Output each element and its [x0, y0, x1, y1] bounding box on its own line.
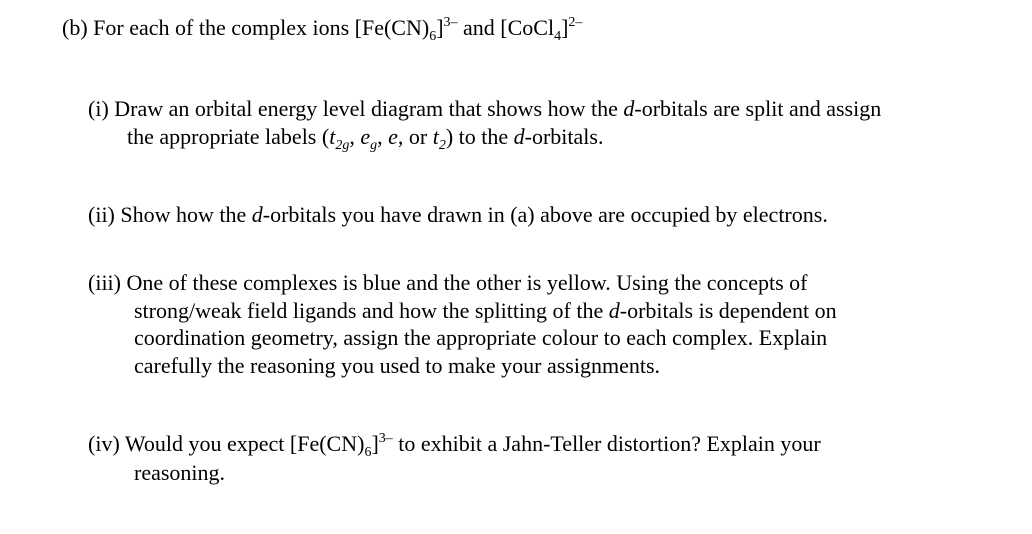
subscript: 6 [429, 29, 437, 44]
text-run: (iv) Would you expect [Fe(CN) [88, 431, 365, 456]
text-run: ] [371, 431, 379, 456]
text-run: , [377, 124, 389, 149]
text-run: strong/weak field ligands and how the splitting of the [134, 298, 609, 323]
text-run: (i) Draw an orbital energy level diagram that shows how the [88, 96, 624, 121]
text-run: the appropriate labels ( [127, 124, 330, 149]
text-run: , [349, 124, 361, 149]
part-ii-line-1 [88, 200, 828, 229]
heading-text: ] [561, 15, 569, 40]
text-run: -orbitals you have drawn in (a) above are occupied by electrons. [262, 202, 828, 227]
label-t2: t [432, 124, 439, 149]
italic-d: d [623, 96, 635, 121]
text-run: -orbitals is dependent on [619, 298, 837, 323]
superscript: 3– [443, 15, 458, 30]
text-run: to exhibit a Jahn-Teller distortion? Explain your [392, 431, 821, 456]
part-iii-line-3: coordination geometry, assign the appropriate colour to each complex. Explain [134, 325, 828, 350]
superscript: 3– [378, 431, 393, 446]
text-run: (ii) Show how the [88, 202, 252, 227]
label-t2g: t [329, 124, 336, 149]
part-i-line-1 [88, 94, 881, 123]
superscript: 2– [568, 15, 583, 30]
heading-text: (b) For each of the complex ions [Fe(CN) [62, 15, 430, 40]
part-iii-line-4: carefully the reasoning you used to make your assignments. [134, 353, 661, 378]
part-iii-line-1: (iii) One of these complexes is blue and the other is yellow. Using the concepts of [88, 270, 808, 295]
label-e: e [388, 124, 398, 149]
text-run: , or [397, 124, 433, 149]
italic-d: d [608, 298, 620, 323]
subscript: g [370, 138, 378, 153]
part-iv-line-1 [88, 429, 821, 458]
part-iii-line-2 [134, 296, 837, 325]
part-iv-line-2: reasoning. [134, 460, 226, 485]
subscript: 6 [364, 445, 372, 460]
heading-text: ] [436, 15, 444, 40]
subscript: 2g [335, 138, 350, 153]
italic-d: d [513, 124, 525, 149]
heading-text: and [CoCl [457, 15, 555, 40]
label-eg: e [360, 124, 371, 149]
part-i-line-2 [127, 122, 603, 151]
text-run: ) to the [445, 124, 514, 149]
text-run: -orbitals. [524, 124, 604, 149]
text-run: -orbitals are split and assign [634, 96, 882, 121]
subscript: 4 [554, 29, 562, 44]
question-heading [62, 13, 582, 42]
subscript: 2 [438, 138, 446, 153]
italic-d: d [251, 202, 263, 227]
